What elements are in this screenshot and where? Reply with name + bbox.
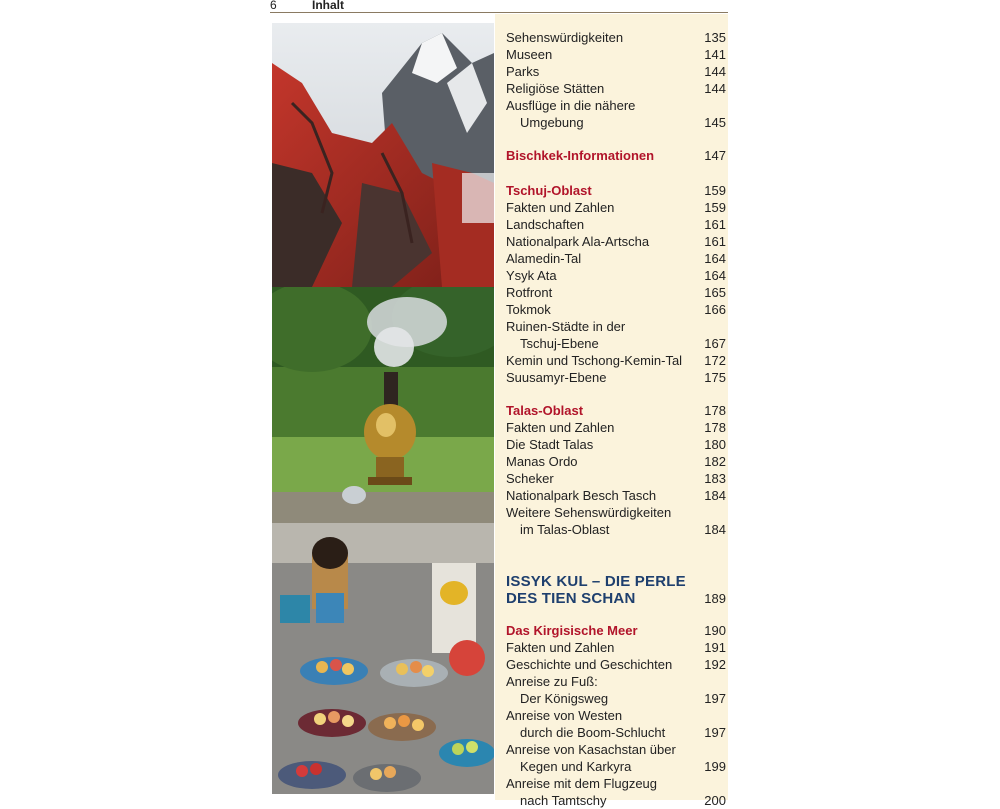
toc-entry-page: 175 — [704, 370, 726, 385]
toc-entry-page: 180 — [704, 437, 726, 452]
toc-entry-page: 199 — [704, 759, 726, 774]
toc-entry — [506, 301, 726, 318]
toc-entry-page: 189 — [704, 591, 726, 606]
toc-entry — [506, 775, 726, 792]
toc-entry-title: Anreise mit dem Flugzeug — [506, 776, 658, 791]
toc-entry-page: 178 — [704, 420, 726, 435]
toc-entry-title: Religiöse Stätten — [506, 81, 605, 96]
samovar-photo — [272, 287, 494, 523]
toc-entry-page: 159 — [704, 183, 726, 198]
toc-entry-title: Anreise von Westen — [506, 708, 623, 723]
toc-entry — [506, 419, 726, 436]
toc-entry-page: 190 — [704, 623, 726, 638]
toc-entry — [506, 63, 726, 80]
photo-column — [272, 23, 494, 794]
toc-entry — [506, 590, 726, 607]
toc-entry — [506, 470, 726, 487]
page-number: 6 — [270, 0, 277, 12]
toc-entry — [506, 147, 726, 164]
toc-entry-title: Sehenswürdigkeiten — [506, 30, 624, 45]
toc-entry-title: Ausflüge in die nähere — [506, 98, 636, 113]
table-of-contents — [495, 14, 728, 808]
toc-entry — [506, 318, 726, 335]
toc-entry — [506, 97, 726, 114]
toc-entry-title: ISSYK KUL – DIE PERLE — [506, 573, 686, 590]
toc-entry-page: 145 — [704, 115, 726, 130]
toc-entry — [506, 199, 726, 216]
toc-entry-page: 172 — [704, 353, 726, 368]
toc-entry-title: Anreise von Kasachstan über — [506, 742, 676, 757]
toc-entry — [506, 504, 726, 521]
toc-entry — [506, 369, 726, 386]
toc-entry-page: 164 — [704, 251, 726, 266]
toc-entry-page: 197 — [704, 691, 726, 706]
toc-entry-title: Fakten und Zahlen — [506, 200, 615, 215]
toc-entry-page: 161 — [704, 217, 726, 232]
toc-entry — [506, 656, 726, 673]
toc-entry — [506, 250, 726, 267]
toc-entry — [506, 284, 726, 301]
toc-entry-page: 192 — [704, 657, 726, 672]
toc-entry — [506, 573, 726, 590]
toc-entry-title: Geschichte und Geschichten — [506, 657, 673, 672]
toc-entry-title: durch die Boom-Schlucht — [520, 725, 666, 740]
toc-entry — [506, 335, 726, 352]
toc-entry — [506, 690, 726, 707]
toc-entry — [506, 792, 726, 809]
market-photo — [272, 523, 494, 794]
toc-entry-title: Kegen und Karkyra — [520, 759, 632, 774]
toc-entry — [506, 639, 726, 656]
toc-entry — [506, 182, 726, 199]
toc-entry-title: im Talas-Oblast — [520, 522, 610, 537]
toc-entry-title: Museen — [506, 47, 553, 62]
toc-entry-title: Ruinen-Städte in der — [506, 319, 626, 334]
toc-entry — [506, 402, 726, 419]
toc-entry — [506, 453, 726, 470]
toc-entry — [506, 267, 726, 284]
toc-entry-title: Landschaften — [506, 217, 585, 232]
toc-entry-title: Tokmok — [506, 302, 551, 317]
toc-entry — [506, 622, 726, 639]
toc-entry-page: 184 — [704, 522, 726, 537]
toc-entry — [506, 46, 726, 63]
toc-entry-title: Weitere Sehenswürdigkeiten — [506, 505, 672, 520]
toc-entry — [506, 436, 726, 453]
toc-entry-title: Nationalpark Besch Tasch — [506, 488, 657, 503]
toc-entry-page: 144 — [704, 64, 726, 79]
toc-entry-page: 182 — [704, 454, 726, 469]
toc-entry-title: Scheker — [506, 471, 554, 486]
toc-entry-title: DES TIEN SCHAN — [506, 590, 636, 607]
toc-entry-title: Kemin und Tschong-Kemin-Tal — [506, 353, 683, 368]
toc-entry-page: 161 — [704, 234, 726, 249]
toc-entry-page: 184 — [704, 488, 726, 503]
toc-entry — [506, 352, 726, 369]
toc-entry-title: Bischkek-Informationen — [506, 148, 655, 163]
toc-entry-title: Tschuj-Oblast — [506, 183, 592, 198]
toc-entry — [506, 707, 726, 724]
toc-entry-page: 191 — [704, 640, 726, 655]
toc-entry-page: 159 — [704, 200, 726, 215]
toc-entry — [506, 487, 726, 504]
toc-entry-page: 144 — [704, 81, 726, 96]
toc-entry-page: 197 — [704, 725, 726, 740]
toc-entry — [506, 724, 726, 741]
toc-entry — [506, 673, 726, 690]
toc-entry-title: Ysyk Ata — [506, 268, 557, 283]
toc-entry-page: 135 — [704, 30, 726, 45]
toc-entry-title: Die Stadt Talas — [506, 437, 594, 452]
toc-entry-page: 166 — [704, 302, 726, 317]
toc-entry — [506, 216, 726, 233]
toc-entry-page: 164 — [704, 268, 726, 283]
page-header — [270, 0, 728, 13]
toc-entry-title: Rotfront — [506, 285, 553, 300]
toc-entry-title: Parks — [506, 64, 540, 79]
page-title: Inhalt — [312, 0, 344, 12]
toc-entry-page: 178 — [704, 403, 726, 418]
toc-entry — [506, 741, 726, 758]
toc-entry — [506, 758, 726, 775]
toc-entry — [506, 233, 726, 250]
toc-entry-page: 167 — [704, 336, 726, 351]
toc-entry-title: Fakten und Zahlen — [506, 640, 615, 655]
toc-entry — [506, 114, 726, 131]
mountain-photo — [272, 23, 494, 287]
toc-entry-title: Alamedin-Tal — [506, 251, 582, 266]
toc-entry-title: Der Königsweg — [520, 691, 609, 706]
toc-entry-title: Tschuj-Ebene — [520, 336, 599, 351]
toc-entry-title: Das Kirgisische Meer — [506, 623, 638, 638]
toc-entry-title: Nationalpark Ala-Artscha — [506, 234, 650, 249]
toc-entry-title: Fakten und Zahlen — [506, 420, 615, 435]
toc-entry-title: Manas Ordo — [506, 454, 578, 469]
toc-entry — [506, 80, 726, 97]
toc-entry-title: Talas-Oblast — [506, 403, 584, 418]
toc-entry — [506, 29, 726, 46]
toc-entry-title: nach Tamtschy — [520, 793, 607, 808]
toc-entry-title: Umgebung — [520, 115, 584, 130]
toc-entry-page: 141 — [704, 47, 726, 62]
toc-entry-page: 165 — [704, 285, 726, 300]
toc-entry-title: Anreise zu Fuß: — [506, 674, 598, 689]
toc-entry-page: 147 — [704, 148, 726, 163]
toc-entry-page: 183 — [704, 471, 726, 486]
toc-entry — [506, 521, 726, 538]
toc-entry-title: Suusamyr-Ebene — [506, 370, 607, 385]
book-page — [270, 0, 730, 808]
toc-entry-page: 200 — [704, 793, 726, 808]
